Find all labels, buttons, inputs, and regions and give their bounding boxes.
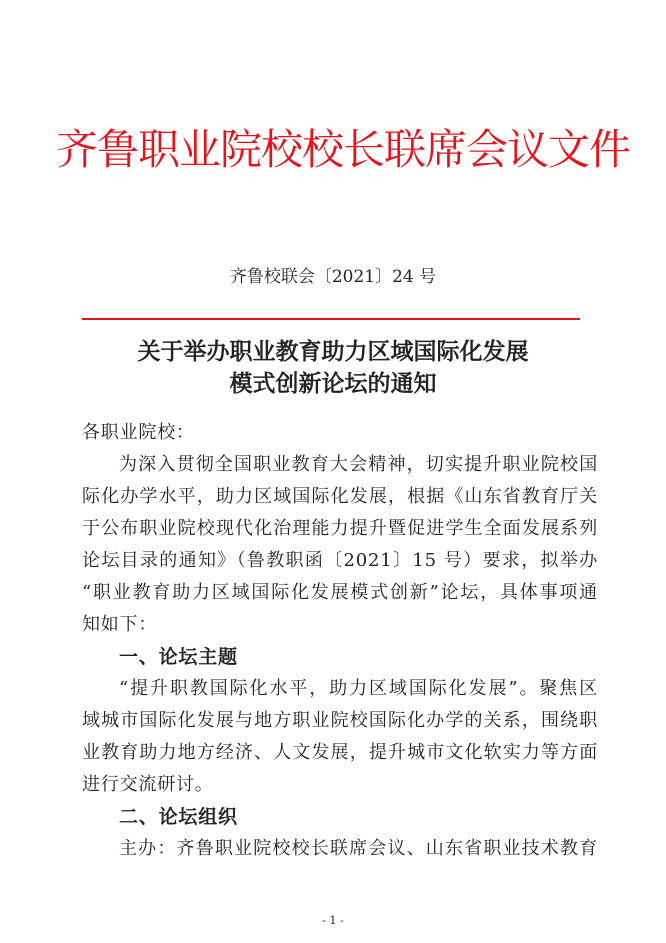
document-number: 齐鲁校联会〔2021〕24 号 [229, 267, 437, 287]
salutation: 各职业院校： [82, 422, 195, 443]
notice-title-line-1: 关于举办职业教育助力区域国际化发展 [137, 339, 529, 365]
section-heading: 二、论坛组织 [119, 806, 238, 828]
paragraph-line: “职业教育助力区域国际化发展模式创新”论坛，具体事项通 [82, 582, 598, 603]
paragraph-line: “提升职教国际化水平，助力区域国际化发展”。聚焦区 [119, 678, 598, 699]
paragraph-line: 知如下： [82, 614, 158, 635]
paragraph-line: 进行交流研讨。 [82, 774, 214, 795]
paragraph-line: 业教育助力地方经济、人文发展，提升城市文化软实力等方面 [82, 742, 598, 763]
document-header-title: 齐鲁职业院校校长联席会议文件 [56, 125, 631, 174]
notice-title-line-2: 模式创新论坛的通知 [229, 371, 437, 397]
paragraph-line: 际化办学水平，助力区域国际化发展，根据《山东省教育厅关 [82, 486, 598, 507]
paragraph-line: 为深入贯彻全国职业教育大会精神，切实提升职业院校国 [119, 454, 598, 475]
paragraph-line: 主办：齐鲁职业院校校长联席会议、山东省职业技术教育 [119, 838, 598, 859]
page-number: - 1 - [322, 914, 344, 927]
paragraph-line: 域城市国际化发展与地方职业院校国际化办学的关系，围绕职 [82, 710, 598, 731]
paragraph-line: 于公布职业院校现代化治理能力提升暨促进学生全面发展系列 [82, 518, 598, 539]
red-divider [82, 318, 580, 320]
section-heading: 一、论坛主题 [119, 646, 238, 668]
paragraph-line: 论坛目录的通知》（鲁教职函〔2021〕15 号）要求，拟举办 [82, 550, 598, 571]
